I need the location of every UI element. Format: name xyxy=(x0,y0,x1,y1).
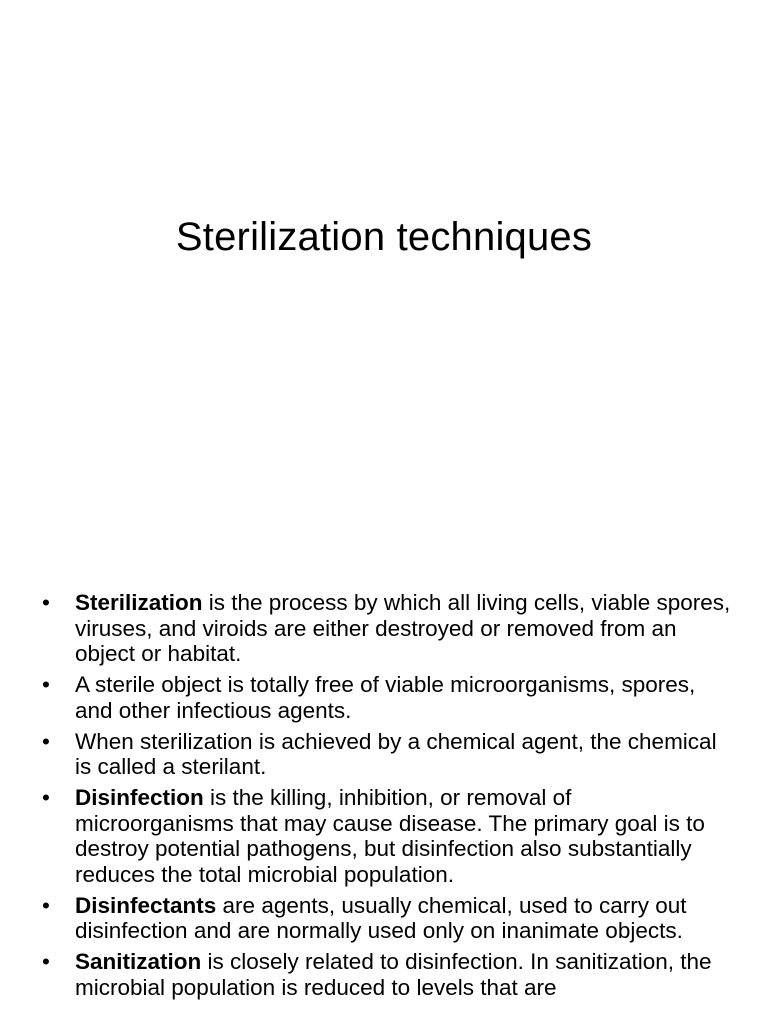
bullet-term: Disinfection xyxy=(75,784,204,810)
bullet-text: is the killing, inhibition, or removal of microorganisms that may cause disease. The primary goal is to destroy potential pathogens, but disinfection also substantially reduces the total microbial population. xyxy=(75,784,705,888)
bullet-text: is the process by which all living cells, viable spores, viruses, and viroids are either destroyed or removed from an object or habitat. xyxy=(75,590,731,667)
bullet-text: are agents, usually chemical, used to carry out disinfection and are normally used only on inanimate objects. xyxy=(75,892,687,944)
bullet-list xyxy=(42,590,732,1006)
bullet-term: Sterilization xyxy=(75,590,203,615)
bullet-marker: • xyxy=(42,784,50,810)
bullet-marker: • xyxy=(42,672,50,698)
bullet-sterilization xyxy=(42,590,732,667)
bullet-marker: • xyxy=(42,590,50,615)
bullet-term: Disinfectants xyxy=(75,892,217,918)
bullet-text: A sterile object is totally free of viable microorganisms, spores, and other infectious agents. xyxy=(75,672,696,723)
bullet-disinfection xyxy=(42,785,732,888)
bullet-marker: • xyxy=(42,728,50,754)
bullet-marker: • xyxy=(42,892,50,918)
bullet-text: When sterilization is achieved by a chemical agent, the chemical is called a sterilant. xyxy=(75,728,717,780)
bullet-text: is closely related to disinfection. In sanitization, the microbial population is reduced to levels that are xyxy=(75,949,712,1000)
bullet-marker: • xyxy=(42,949,50,975)
bullet-term: Sanitization xyxy=(75,949,202,975)
bullet-sanitization xyxy=(42,949,732,1000)
bullet-sterilant xyxy=(42,729,732,780)
bullet-disinfectants xyxy=(42,893,732,944)
slide-title: Sterilization techniques xyxy=(175,215,593,259)
bullet-sterile-object xyxy=(42,672,732,723)
